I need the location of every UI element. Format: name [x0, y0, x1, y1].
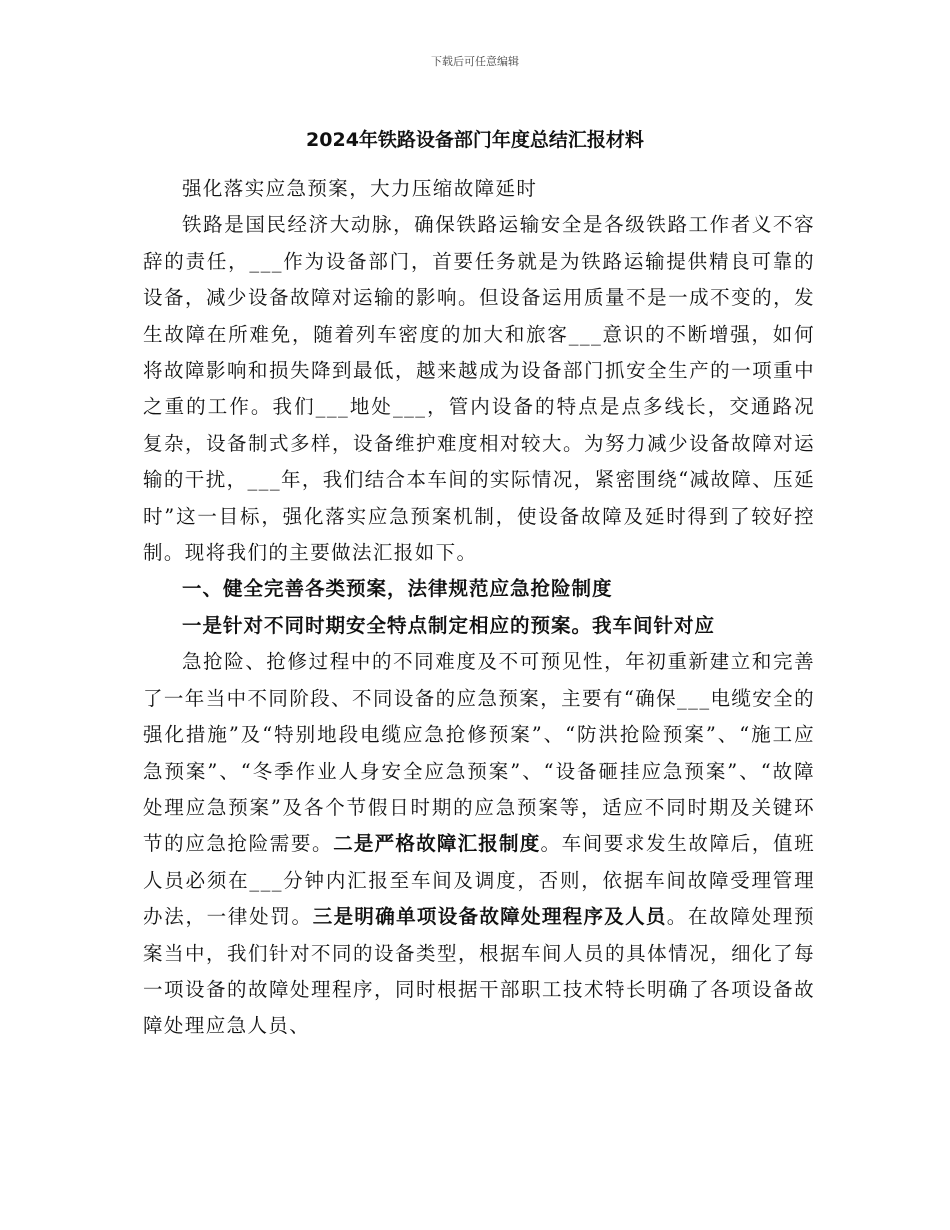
point-one-text: 急抢险、抢修过程中的不同难度及不可预见性，年初重新建立和完善了一年当中不同阶段、不同设备的应急预案，主要有“确保___电缆安全的强化措施”及“特别地段电缆应急抢修预案”、“防洪抢险预案”、“施工应急预案”、“冬季作业人身安全应急预案”、“设备砸挂应急预案”、“故障处理应急预案”及各个节假日时期的应急预案等，适应不同时期及关键环节的应急抢险需要。: [143, 650, 815, 856]
point-three-text: 。在故障处理预案当中，我们针对不同的设备类型，根据车间人员的具体情况，细化了每一项设备的故障处理程序，同时根据干部职工技术特长明确了各项设备故障处理应急人员、: [143, 905, 815, 1038]
document-title: 2024年铁路设备部门年度总结汇报材料: [306, 129, 644, 151]
point-one-heading: 一是针对不同时期安全特点制定相应的预案。我车间针对应: [182, 613, 716, 637]
document-body: [143, 171, 815, 1045]
intro-paragraph: 铁路是国民经济大动脉，确保铁路运输安全是各级铁路工作者义不容辞的责任，___作为设备部门，首要任务就是为铁路运输提供精良可靠的设备，减少设备故障对运输的影响。但设备运用质量不是一成不变的，发生故障在所难免，随着列车密度的加大和旅客___意识的不断增强，如何将故障影响和损失降到最低，越来越成为设备部门抓安全生产的一项重中之重的工作。我们___地处___，管内设备的特点是点多线长，交通路况复杂，设备制式多样，设备维护难度相对较大。为努力减少设备故障对运输的干扰，___年，我们结合本车间的实际情况，紧密围绕“减故障、压延时”这一目标，强化落实应急预案机制，使设备故障及延时得到了较好控制。现将我们的主要做法汇报如下。: [143, 213, 815, 565]
measures-paragraph: [143, 644, 815, 1044]
point-two-heading: 二是严格故障汇报制度: [333, 832, 541, 856]
point-two-text: 。车间要求发生故障后，值班人员必须在___分钟内汇报至车间及调度，否则，依据车间故障受理管理办法，一律处罚。: [143, 832, 815, 929]
page-header-note: 下载后可任意编辑: [431, 55, 519, 68]
section-heading: 一、健全完善各类预案，法律规范应急抢险制度: [182, 577, 613, 601]
subtitle-paragraph: 强化落实应急预案，大力压缩故障延时: [182, 177, 538, 200]
point-three-heading: 三是明确单项设备故障处理程序及人员: [312, 905, 667, 929]
